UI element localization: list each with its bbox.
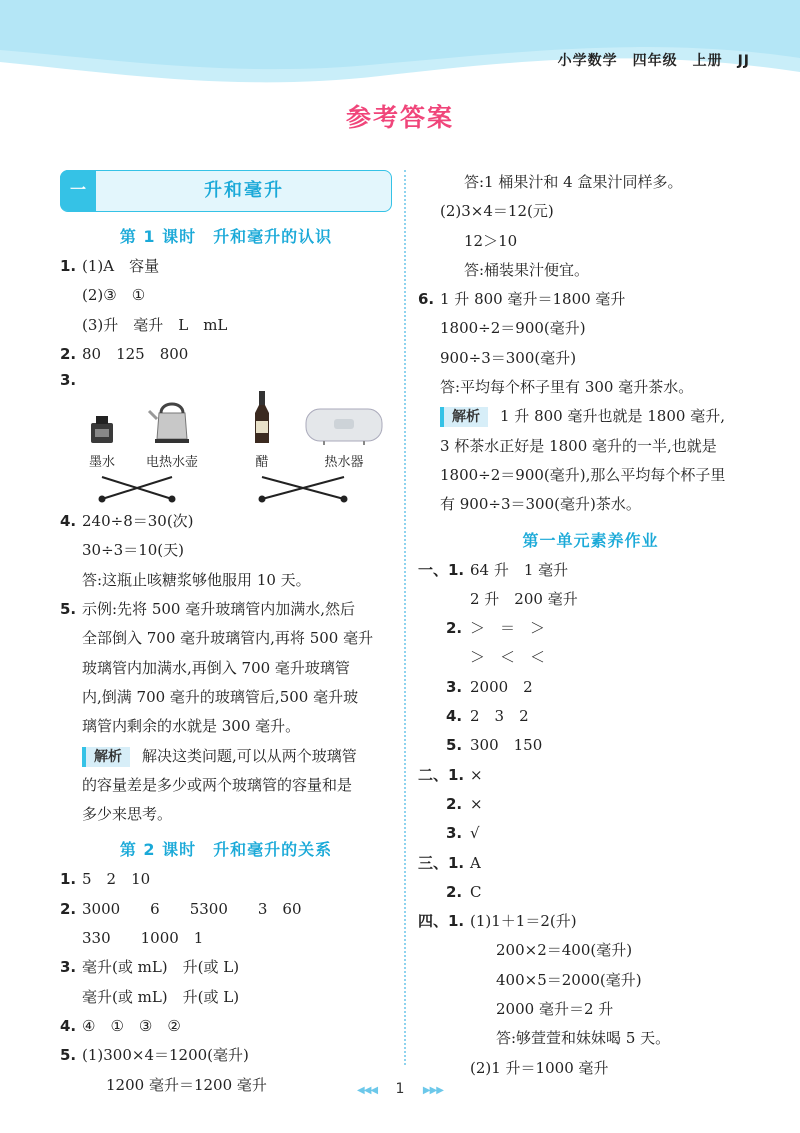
- lesson1-title: 第 1 课时 升和毫升的认识: [119, 227, 333, 246]
- answer-line: 3. √: [418, 819, 763, 848]
- match-item: [82, 395, 122, 470]
- question-number: 4.: [446, 707, 463, 726]
- question-number: 2.: [446, 882, 463, 901]
- answer-line: 12＞10: [464, 231, 518, 250]
- water-heater-icon: [300, 395, 388, 445]
- page-title: 参考答案: [345, 103, 454, 132]
- answer-line: 6. 1 升 800 毫升＝1800 毫升: [418, 285, 763, 314]
- matching-lines: [82, 473, 392, 503]
- analysis-tag: 解析: [440, 407, 488, 427]
- left-column: [60, 168, 392, 1100]
- answer-line: 900÷3＝300(毫升): [440, 348, 577, 367]
- answer-line: 四、1. (1)1＋1＝2(升): [418, 907, 763, 936]
- answer-line: 答:平均每个杯子里有 300 毫升茶水。: [440, 378, 694, 397]
- answer-line: 5. (1)300×4＝1200(毫升): [60, 1041, 392, 1070]
- match-item: [134, 395, 210, 470]
- question-number: 2.: [60, 899, 77, 918]
- unit-number: 一: [60, 170, 96, 211]
- vinegar-bottle-icon: [242, 395, 282, 445]
- page-number: 1: [395, 1081, 405, 1097]
- answer-line: (3)升 毫升 L mL: [82, 315, 228, 334]
- answer-line: 2 升 200 毫升: [470, 589, 578, 608]
- answer-line: 1. 5 2 10: [60, 865, 392, 894]
- answer-line: 1200 毫升＝1200 毫升: [106, 1075, 267, 1094]
- answer-line: 答:1 桶果汁和 4 盒果汁同样多。: [464, 173, 683, 191]
- answer-line: 一、1. 64 升 1 毫升: [418, 556, 763, 585]
- analysis-line: 3 杯茶水正好是 1800 毫升的一半,也就是: [440, 436, 717, 455]
- answer-line: ＞ ＜ ＜: [470, 648, 546, 667]
- question-number: 5.: [446, 736, 463, 755]
- question-number: 四、1.: [418, 912, 465, 931]
- answer-line: 1800÷2＝900(毫升): [440, 319, 586, 338]
- answer-line: 2. 80 125 800: [60, 340, 392, 369]
- answer-line: (2)3×4＝12(元): [440, 202, 554, 221]
- answer-line: 3. 毫升(或 mL) 升(或 L): [60, 953, 392, 982]
- answer-line: 答:这瓶止咳糖浆够他服用 10 天。: [82, 570, 311, 589]
- answer-line: 4. ④ ① ③ ②: [60, 1012, 392, 1041]
- answer-line: (2)③ ①: [82, 286, 146, 305]
- answer-line: 3. 2000 2: [418, 673, 763, 702]
- left-arrows-icon: ◀◀◀: [357, 1085, 378, 1096]
- question-number: 二、1.: [418, 765, 465, 784]
- analysis-tag: 解析: [82, 747, 130, 767]
- question-number: 2.: [60, 344, 77, 363]
- header-wave: [0, 0, 800, 90]
- answer-line: 答:够萱萱和妹妹喝 5 天。: [496, 1029, 671, 1048]
- answer-line: 毫升(或 mL) 升(或 L): [82, 987, 240, 1006]
- answer-line: 答:桶装果汁便宜。: [464, 260, 590, 279]
- question-number: 1.: [60, 257, 77, 275]
- right-column: [418, 168, 763, 1083]
- question-number: 3.: [446, 824, 463, 843]
- analysis-line: 的容量差是多少或两个玻璃管的容量和是: [82, 775, 353, 794]
- question-number: 3.: [60, 371, 77, 390]
- answer-line: 5. 300 150: [418, 731, 763, 760]
- answer-line: 4. 2 3 2: [418, 702, 763, 731]
- question-number: 4.: [60, 1016, 77, 1035]
- ink-bottle-icon: [82, 395, 122, 445]
- question-number: 5.: [60, 600, 77, 619]
- answer-line: [60, 369, 392, 391]
- analysis-line: 1800÷2＝900(毫升),那么平均每个杯子里: [440, 465, 726, 484]
- match-item: [300, 395, 388, 470]
- match-label: 醋: [255, 455, 269, 471]
- question-number: 一、1.: [418, 560, 465, 579]
- question-number: 2.: [446, 619, 463, 638]
- match-label: 墨水: [88, 455, 115, 471]
- answer-line: 2. ＞ ＝ ＞: [418, 614, 763, 643]
- answer-line: 2. C: [418, 878, 763, 907]
- analysis-line: 解析 解决这类问题,可以从两个玻璃管: [60, 742, 392, 771]
- analysis-line: 多少来思考。: [82, 805, 173, 824]
- question-number: 4.: [60, 512, 77, 531]
- lesson2-title: 第 2 课时 升和毫升的关系: [119, 840, 333, 860]
- answer-line: 璃管内剩余的水就是 300 毫升。: [82, 717, 301, 736]
- answer-line: 400×5＝2000(毫升): [496, 970, 642, 989]
- column-divider: [404, 170, 406, 1065]
- match-item: [242, 395, 282, 470]
- answer-line: 二、1. ×: [418, 761, 763, 790]
- analysis-line: 解析 1 升 800 毫升也就是 1800 毫升,: [418, 402, 763, 431]
- answer-line: 330 1000 1: [82, 929, 204, 948]
- answer-line: 全部倒入 700 毫升玻璃管内,再将 500 毫升: [82, 629, 374, 648]
- answer-line: 200×2＝400(毫升): [496, 941, 633, 960]
- match-label: 热水器: [324, 455, 364, 471]
- unit-title: 升和毫升: [204, 180, 284, 201]
- question-number: 3.: [446, 677, 463, 696]
- match-label: 电热水壶: [145, 455, 198, 471]
- answer-line: 2000 毫升＝2 升: [496, 1000, 614, 1019]
- question-number: 三、1.: [418, 853, 465, 872]
- unit-homework-title: 第一单元素养作业: [522, 530, 659, 550]
- question-number: 3.: [60, 958, 77, 977]
- kettle-icon: [134, 395, 210, 445]
- answer-line: 5. 示例:先将 500 毫升玻璃管内加满水,然后: [60, 595, 392, 624]
- answer-line: 玻璃管内加满水,再倒入 700 毫升玻璃管: [82, 658, 350, 677]
- answer-line: 三、1. A: [418, 849, 763, 878]
- answer-line: 内,倒满 700 毫升的玻璃管后,500 毫升玻: [82, 687, 359, 706]
- answer-line: 2. ×: [418, 790, 763, 819]
- unit-banner: [60, 170, 392, 212]
- question-number: 5.: [60, 1046, 77, 1065]
- answer-line: 1. (1)A 容量: [60, 252, 392, 281]
- matching-diagram: [82, 395, 392, 507]
- page-footer: [0, 1081, 800, 1097]
- right-arrows-icon: ▶▶▶: [422, 1085, 443, 1096]
- question-number: 6.: [418, 290, 435, 309]
- subject-label: 小学数学 四年级 上册 JJ: [557, 53, 750, 69]
- answer-line: 2. 3000 6 5300 3 60: [60, 895, 392, 924]
- analysis-line: 有 900÷3＝300(毫升)茶水。: [440, 495, 641, 514]
- answer-line: 30÷3＝10(天): [82, 541, 184, 560]
- question-number: 2.: [446, 794, 463, 813]
- question-number: 1.: [60, 870, 77, 889]
- answer-line: 4. 240÷8＝30(次): [60, 507, 392, 536]
- answer-line: (2)1 升＝1000 毫升: [470, 1058, 609, 1077]
